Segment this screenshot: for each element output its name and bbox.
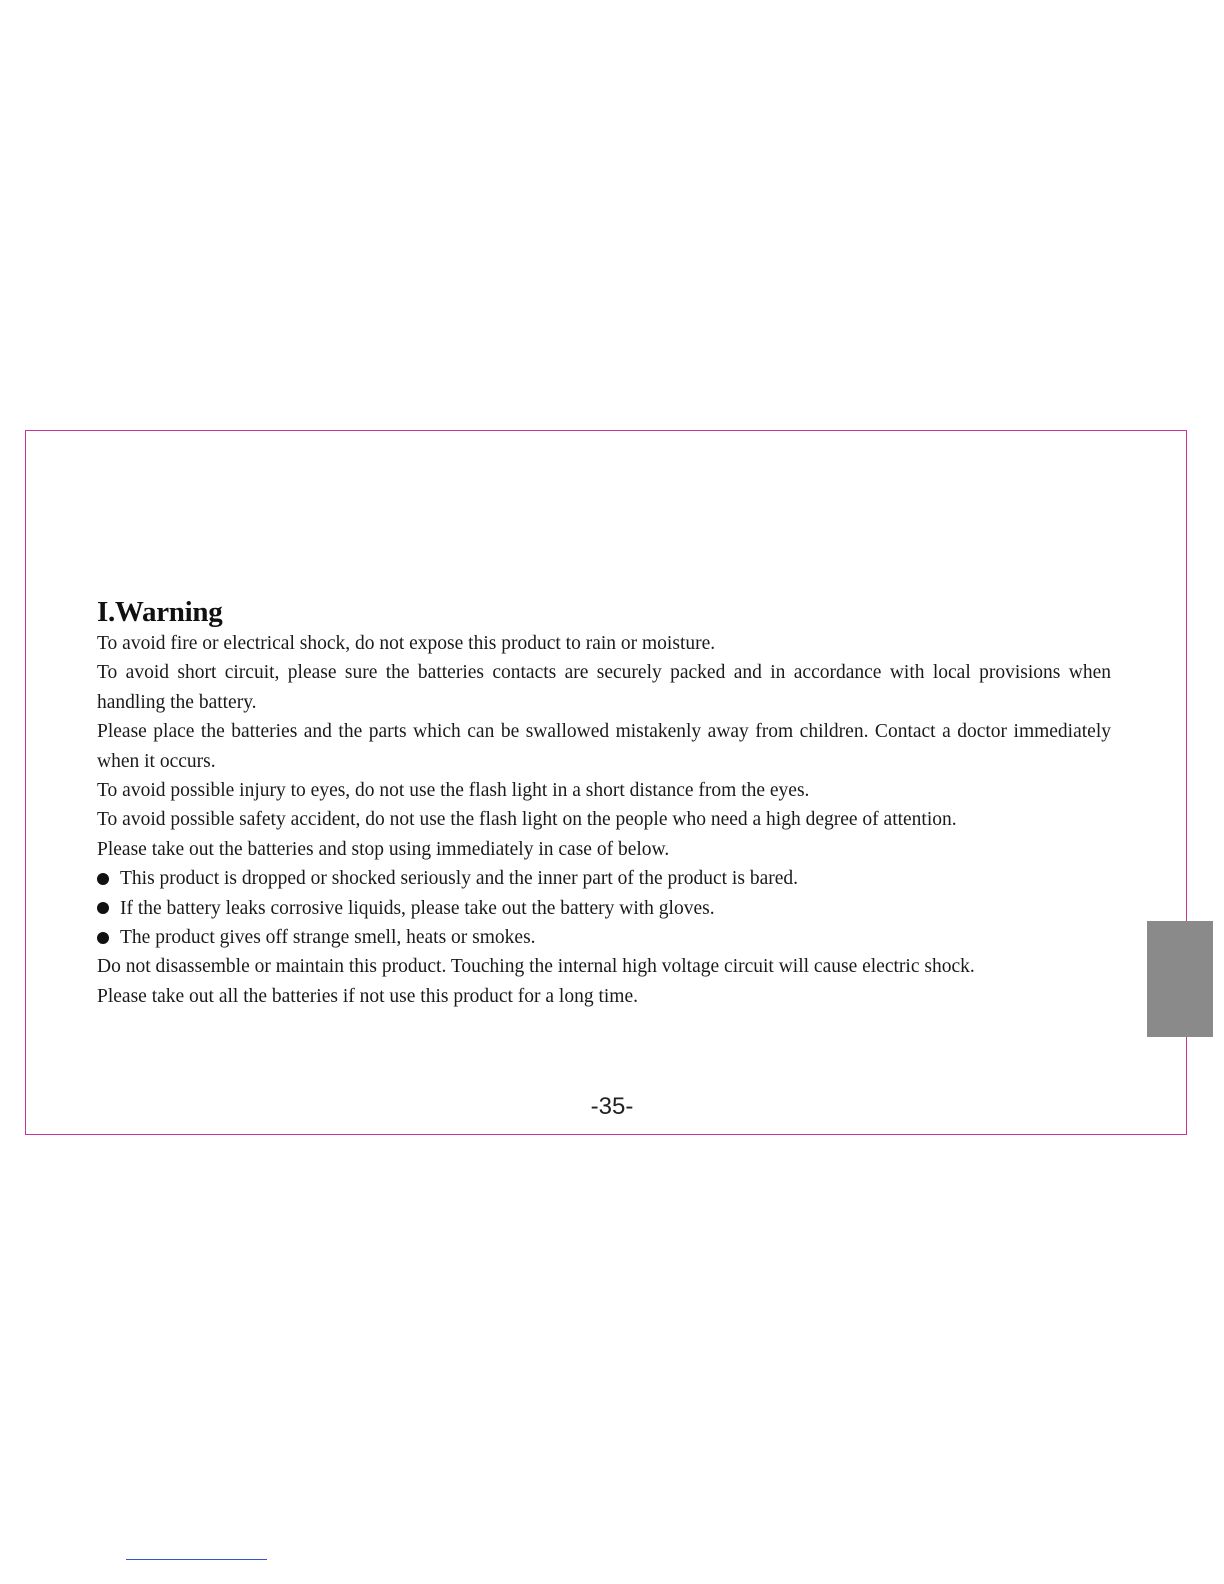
bullet-text: If the battery leaks corrosive liquids, please take out the battery with gloves. (120, 897, 715, 919)
warning-paragraph-rain: To avoid fire or electrical shock, do not expose this product to rain or moisture. (97, 633, 716, 654)
bullet-item-smell (97, 923, 1111, 952)
warning-section (97, 593, 1111, 1011)
bullet-dot-icon (97, 932, 109, 944)
bullet-item-dropped (97, 864, 1111, 893)
warning-paragraph-short-circuit: To avoid short circuit, please sure the batteries contacts are securely packed and in accordance with local provisions when handling the battery. (97, 662, 1111, 713)
warning-paragraph-long-time: Please take out all the batteries if not use this product for a long time. (97, 985, 638, 1007)
chapter-side-tab (1147, 921, 1213, 1037)
footer-rule (126, 1559, 267, 1560)
bullet-dot-icon (97, 873, 109, 885)
warning-paragraph-stop-using: Please take out the batteries and stop using immediately in case of below. (97, 838, 670, 860)
warning-paragraph-safety: To avoid possible safety accident, do not use the flash light on the people who need a high degree of attention. (97, 809, 957, 831)
bullet-item-leaks (97, 894, 1111, 923)
section-title: I.Warning (97, 596, 223, 628)
warning-paragraph-eyes: To avoid possible injury to eyes, do not use the flash light in a short distance from the eyes. (97, 780, 810, 802)
bullet-text: The product gives off strange smell, heats or smokes. (120, 927, 536, 949)
warning-paragraph-disassemble: Do not disassemble or maintain this product. Touching the internal high voltage circuit will cause electric shock. (97, 956, 975, 978)
page-number: -35- (590, 1093, 634, 1120)
bullet-text: This product is dropped or shocked seriously and the inner part of the product is bared. (120, 868, 798, 890)
warning-paragraph-children: Please place the batteries and the parts which can be swallowed mistakenly away from children. Contact a doctor immediately when it occurs. (97, 721, 1111, 772)
bullet-dot-icon (97, 902, 109, 914)
